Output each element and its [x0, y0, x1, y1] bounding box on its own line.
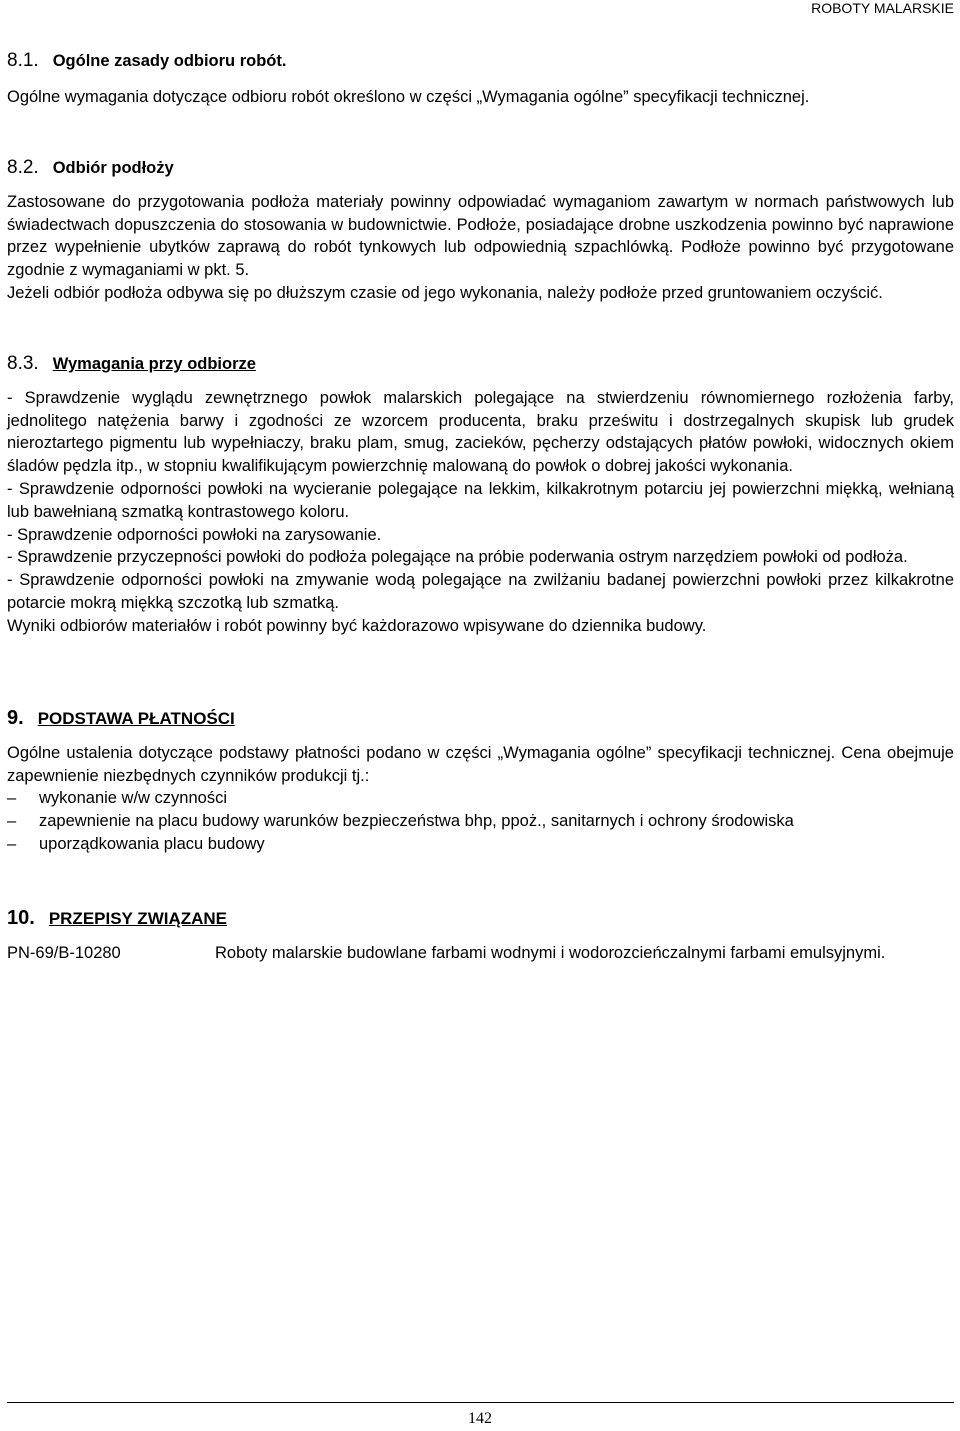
- paragraph: Zastosowane do przygotowania podłoża materiały powinny odpowiadać wymaganiom zawartym w normach państwowych lub świadectwach dopuszczenia do stosowania w budownictwie. Podłoże, posiadające drobne uszkodzenia powinno być naprawione przez wypełnienie ubytków zaprawą do robót tynkowych lub odpowiednią szpachlówką. Podłoże powinno być przygotowane zgodnie z wymaganiami w pkt. 5.: [7, 192, 954, 280]
- section-number: 8.1.: [7, 50, 39, 71]
- reference-row: [7, 942, 954, 965]
- section-heading-8-3: [7, 353, 954, 376]
- paragraph: Ogólne ustalenia dotyczące podstawy płatności podano w części „Wymagania ogólne” specyfikacji technicznej. Cena obejmuje zapewnienie niezbędnych czynników produkcji tj.:: [7, 743, 954, 785]
- list-item-text: wykonanie w/w czynności: [39, 789, 227, 808]
- section-number: 9.: [7, 707, 24, 729]
- requirement-item: - Sprawdzenie wyglądu zewnętrznego powłok malarskich polegające na stwierdzeniu równomiernego rozłożenia farby, jednolitego natężenia barwy i zgodności ze wzorcem producenta, braku prześwitu i dostrzegalnych skupisk lub grudek nieroztartego pigmentu lub wypełniaczy, braku plam, smug, zacieków, pęcherzy odstających płatów powłoki, widocznych okiem śladów pędzla itp., w stopniu kwalifikującym powierzchnię malowaną do powłok o dobrej jakości wykonania.: [7, 388, 954, 476]
- section-number: 10.: [7, 907, 35, 929]
- requirement-item: - Sprawdzenie odporności powłoki na zarysowanie.: [7, 525, 382, 544]
- section-8-3: [7, 353, 954, 638]
- dash-bullet: –: [7, 834, 17, 853]
- paragraph: Ogólne wymagania dotyczące odbioru robót określono w części „Wymagania ogólne” specyfikacji technicznej.: [7, 87, 810, 106]
- requirement-note: Wyniki odbiorów materiałów i robót powinny być każdorazowo wpisywane do dziennika budowy.: [7, 616, 707, 635]
- list-item: [7, 787, 954, 810]
- page-number: 142: [468, 1410, 492, 1427]
- section-number: 8.3.: [7, 353, 39, 374]
- standard-description: Roboty malarskie budowlane farbami wodnymi i wodorozcieńczalnymi farbami emulsyjnymi.: [215, 943, 886, 962]
- section-heading-10: [7, 907, 954, 931]
- requirement-item: - Sprawdzenie przyczepności powłoki do podłoża polegające na próbie poderwania ostrym narzędziem powłoki od podłoża.: [7, 548, 908, 567]
- dash-bullet: –: [7, 789, 17, 808]
- paragraph: Jeżeli odbiór podłoża odbywa się po dłuższym czasie od jego wykonania, należy podłoże przed gruntowaniem oczyścić.: [7, 283, 883, 302]
- section-8-1: [7, 50, 954, 109]
- section-10: [7, 907, 954, 965]
- requirement-item: - Sprawdzenie odporności powłoki na wycieranie polegające na lekkim, kilkakrotnym potarciu jej powierzchni miękką, wełnianą lub bawełnianą szmatką kontrastowego koloru.: [7, 479, 954, 521]
- section-title: PRZEPISY ZWIĄZANE: [48, 909, 228, 928]
- section-heading-8-2: [7, 157, 954, 180]
- list-item: [7, 810, 954, 833]
- section-8-2: [7, 157, 954, 305]
- list-item-text: uporządkowania placu budowy: [39, 834, 265, 853]
- section-title: PODSTAWA PŁATNOŚCI: [37, 709, 235, 728]
- section-title: Ogólne zasady odbioru robót.: [52, 52, 287, 70]
- section-number: 8.2.: [7, 157, 39, 178]
- section-heading-8-1: [7, 50, 954, 73]
- running-header: ROBOTY MALARSKIE: [811, 0, 954, 16]
- standard-code: PN-69/B-10280: [7, 943, 121, 962]
- footer-divider: [7, 1402, 954, 1403]
- dash-bullet: –: [7, 812, 17, 831]
- section-9: [7, 707, 954, 856]
- cost-items-list: [7, 787, 954, 855]
- section-title: Wymagania przy odbiorze: [52, 355, 256, 373]
- section-heading-9: [7, 707, 954, 731]
- list-item: [7, 833, 954, 856]
- section-title: Odbiór podłoży: [52, 159, 174, 177]
- list-item-text: zapewnienie na placu budowy warunków bezpieczeństwa bhp, ppoż., sanitarnych i ochrony środowiska: [39, 812, 794, 831]
- requirement-item: - Sprawdzenie odporności powłoki na zmywanie wodą polegające na zwilżaniu badanej powierzchni powłoki przez kilkakrotne potarcie mokrą miękką szczotką lub szmatką.: [7, 571, 954, 612]
